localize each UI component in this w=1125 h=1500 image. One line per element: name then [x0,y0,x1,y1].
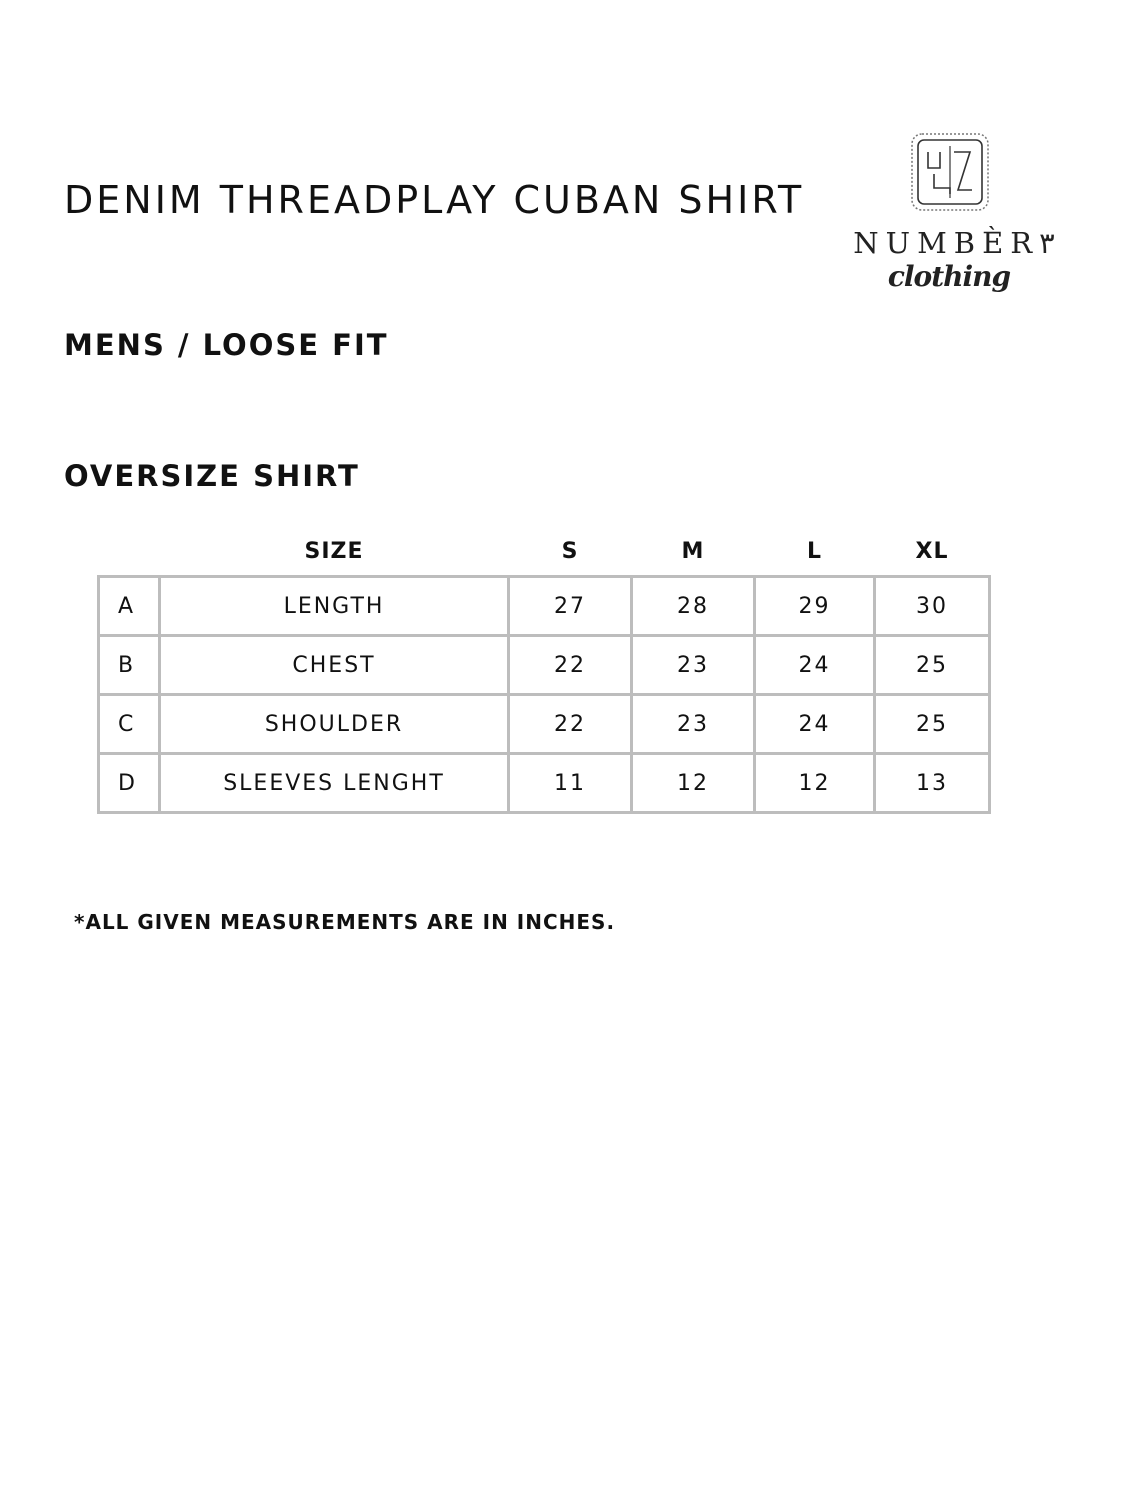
logo-wordmark: NUMBÈR٣ [853,226,1055,260]
size-value-m: 12 [632,754,755,813]
brand-logo [836,132,1072,302]
size-value-s: 27 [509,577,632,636]
header-cell-m: M [681,538,705,564]
size-value-s: 22 [509,695,632,754]
size-value-m: 28 [632,577,755,636]
table-header-row [99,527,990,577]
logo-subtext: clothing [887,260,1011,293]
header-cell-l: L [806,538,823,564]
section-heading: OVERSIZE SHIRT [64,459,360,493]
measurement-note: *ALL GIVEN MEASUREMENTS ARE IN INCHES. [74,910,616,934]
size-value-s: 22 [509,636,632,695]
size-value-xl: 30 [875,577,990,636]
header-cell-xl: XL [915,538,949,564]
size-value-l: 24 [755,695,875,754]
header-cell-size: SIZE [304,538,364,564]
size-chart-table [97,527,991,814]
size-value-xl: 13 [875,754,990,813]
product-title: DENIM THREADPLAY CUBAN SHIRT [64,178,805,222]
row-code: D [99,754,160,813]
size-value-m: 23 [632,636,755,695]
header-cell-blank [99,527,160,577]
size-value-xl: 25 [875,636,990,695]
table-row [99,695,990,754]
size-value-xl: 25 [875,695,990,754]
size-value-l: 24 [755,636,875,695]
row-code: B [99,636,160,695]
table-row [99,636,990,695]
measurement-name: SHOULDER [160,695,509,754]
fit-heading: MENS / LOOSE FIT [64,328,389,362]
row-code: A [99,577,160,636]
header-cell-s: S [561,538,579,564]
measurement-name: SLEEVES LENGHT [160,754,509,813]
table-row [99,754,990,813]
size-value-l: 29 [755,577,875,636]
size-value-l: 12 [755,754,875,813]
row-code: C [99,695,160,754]
logo-mark-icon [910,132,990,212]
size-value-s: 11 [509,754,632,813]
measurement-name: LENGTH [160,577,509,636]
table-row [99,577,990,636]
measurement-name: CHEST [160,636,509,695]
size-value-m: 23 [632,695,755,754]
